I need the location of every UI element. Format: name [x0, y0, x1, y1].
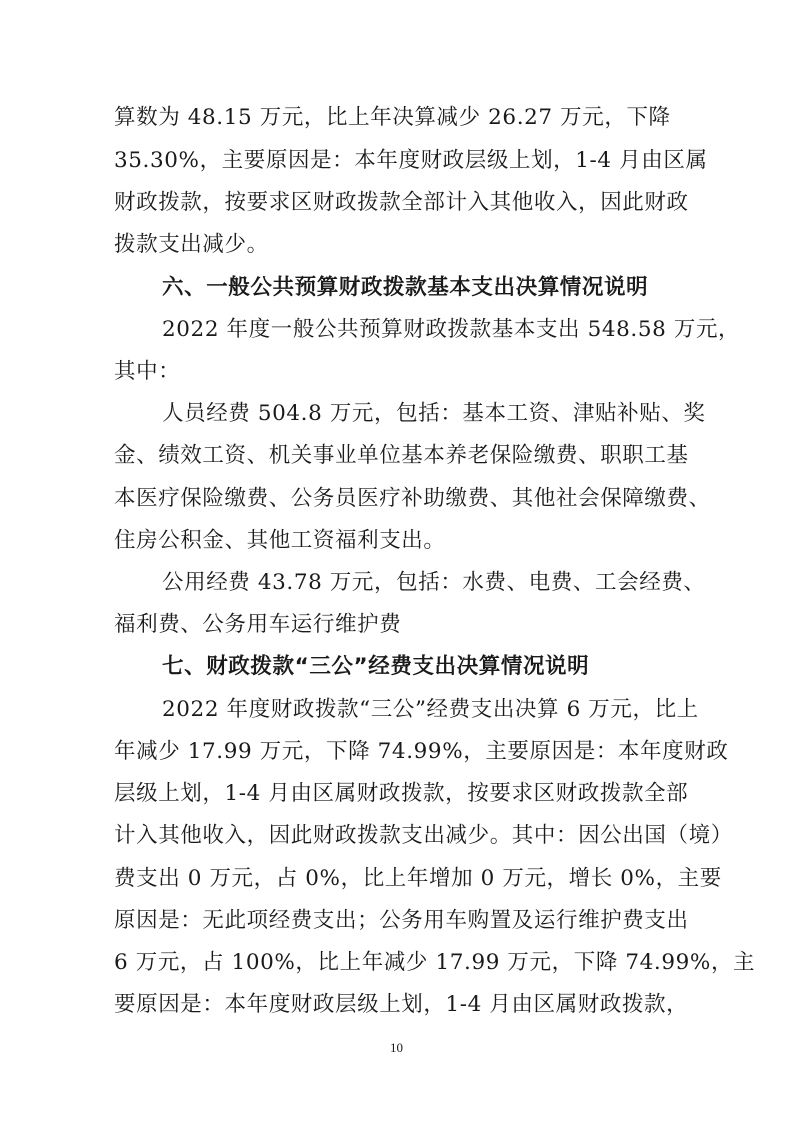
body-text-line: 要原因是：本年度财政层级上划，1-4 月由区属财政拨款，: [114, 992, 689, 1017]
body-text-line: 金、绩效工资、机关事业单位基本养老保险缴费、职职工基: [114, 443, 689, 468]
body-text-line: 住房公积金、其他工资福利支出。: [114, 528, 446, 553]
body-text-line: 计入其他收入，因此财政拨款支出减少。其中：因公出国（境）: [114, 823, 733, 848]
section-heading-7: 七、财政拨款“三公”经费支出决算情况说明: [162, 654, 590, 679]
section-heading-6: 六、一般公共预算财政拨款基本支出决算情况说明: [162, 275, 649, 300]
body-text-line: 2022 年度财政拨款“三公”经费支出决算 6 万元，比上: [162, 697, 699, 722]
page-number: 10: [390, 1040, 403, 1055]
body-text-line: 6 万元，占 100%，比上年减少 17.99 万元，下降 74.99%，主: [114, 950, 756, 975]
body-text-line: 财政拨款，按要求区财政拨款全部计入其他收入，因此财政: [114, 190, 689, 215]
body-text-line: 年减少 17.99 万元，下降 74.99%，主要原因是：本年度财政: [114, 739, 729, 764]
body-text-line: 公用经费 43.78 万元，包括：水费、电费、工会经费、: [162, 570, 706, 595]
body-text-line: 算数为 48.15 万元，比上年决算减少 26.27 万元，下降: [114, 105, 671, 130]
body-text-line: 人员经费 504.8 万元，包括：基本工资、津贴补贴、奖: [162, 401, 706, 426]
body-text-line: 35.30%，主要原因是：本年度财政层级上划，1-4 月由区属: [114, 148, 708, 173]
body-text-line: 福利费、公务用车运行维护费: [114, 612, 402, 637]
body-text-line: 拨款支出减少。: [114, 232, 269, 257]
body-text-line: 2022 年度一般公共预算财政拨款基本支出 548.58 万元，: [162, 317, 741, 342]
body-text-line: 其中：: [114, 359, 181, 384]
body-text-line: 原因是：无此项经费支出；公务用车购置及运行维护费支出: [114, 908, 689, 933]
body-text-line: 本医疗保险缴费、公务员医疗补助缴费、其他社会保障缴费、: [114, 486, 711, 511]
body-text-line: 费支出 0 万元，占 0%，比上年增加 0 万元，增长 0%，主要: [114, 866, 722, 891]
body-text-line: 层级上划，1-4 月由区属财政拨款，按要求区财政拨款全部: [114, 781, 689, 806]
